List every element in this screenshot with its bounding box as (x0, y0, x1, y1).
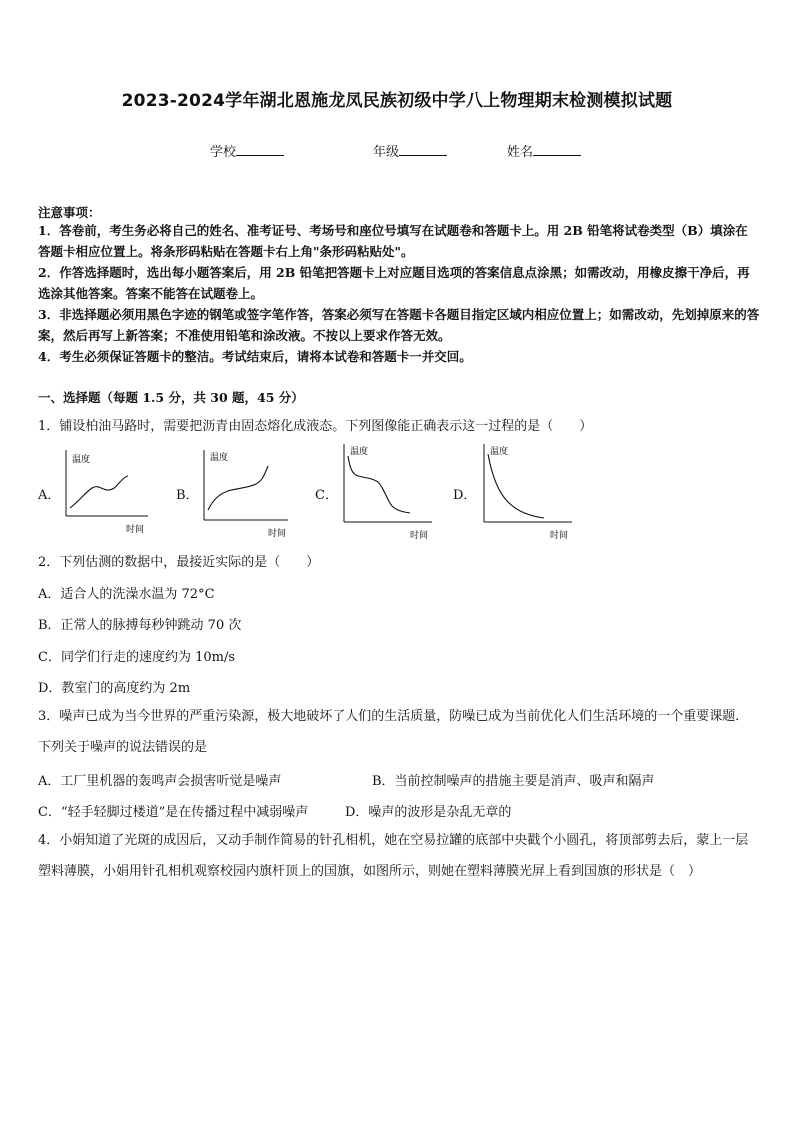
q3-option-b: B．当前控制噪声的措施主要是消声、吸声和隔声 (372, 774, 655, 789)
q1-stem: 1．铺设柏油马路时，需要把沥青由固态熔化成液态。下列图像能正确表示这一过程的是（ ） (38, 419, 593, 434)
q1-option-b-label: B． (176, 488, 199, 503)
note-item: 2．作答选择题时，选出每小题答案后，用 2B 铅笔把答题卡上对应题目选项的答案信息点涂黑；如需改动，用橡皮擦干净后，再选涂其他答案。答案不能答在试题卷上。 (38, 265, 750, 301)
q1-graph-a (60, 448, 150, 536)
note-item: 3．非选择题必须用黑色字迹的钢笔或签字笔作答，答案必须写在答题卡各题目指定区域内相应位置上；如需改动，先划掉原来的答案，然后再写上新答案；不准使用铅笔和涂改液。不按以上要求作答无效。 (38, 307, 760, 343)
section-heading: 一、选择题（每题 1.5 分，共 30 题，45 分） (38, 390, 304, 405)
school-blank (236, 143, 284, 156)
q2-option-d: D．教室门的高度约为 2m (38, 681, 191, 696)
note-item: 4．考生必须保证答题卡的整洁。考试结束后，请将本试卷和答题卡一并交回。 (38, 349, 472, 364)
q1-graph-c-curve (348, 456, 410, 513)
q1-graph-b-curve (208, 466, 268, 510)
q4-stem: 4．小娟知道了光斑的成因后，又动手制作简易的针孔相机，她在空易拉罐的底部中央戳个小圆孔，将顶部剪去后，蒙上一层塑料薄膜，小娟用针孔相机观察校园内旗杆顶上的国旗，如图所示，则她在塑料薄膜光屏上看到国旗的形状是（ ） (38, 833, 749, 879)
q1-graph-c-x-label: 时间 (410, 531, 429, 541)
note-item: 1．答卷前，考生务必将自己的姓名、准考证号、考场号和座位号填写在试题卷和答题卡上。用 2B 铅笔将试卷类型（B）填涂在答题卡相应位置上。将条形码粘贴在答题卡右上角"条形码粘贴处"。 (38, 223, 748, 259)
q1-graph-b-x-label: 时间 (268, 529, 287, 539)
q3-option-c: C．“轻手轻脚过楼道”是在传播过程中减弱噪声 (38, 805, 309, 820)
school-field (210, 141, 284, 160)
name-label: 姓名 (507, 145, 534, 160)
q1-option-d-label: D． (453, 488, 477, 503)
q3-option-d: D．噪声的波形是杂乱无章的 (345, 805, 512, 820)
q1-graph-d (478, 442, 578, 542)
q1-graph-a-y-label: 温度 (72, 455, 91, 465)
q2-option-a: A．适合人的洗澡水温为 72°C (38, 587, 215, 602)
q1-graph-d-x-label: 时间 (550, 531, 569, 541)
school-label: 学校 (210, 145, 237, 160)
q2-option-c: C．同学们行走的速度约为 10m/s (38, 650, 235, 665)
q1-graph-d-y-label: 温度 (490, 447, 509, 457)
q3-stem: 3．噪声已成为当今世界的严重污染源，极大地破坏了人们的生活质量，防噪已成为当前优化人们生活环境的一个重要课题．下列关于噪声的说法错误的是 (38, 709, 749, 755)
q2-stem: 2．下列估测的数据中，最接近实际的是（ ） (38, 555, 320, 570)
q1-graph-a-curve (70, 476, 128, 508)
grade-field (373, 141, 447, 160)
q1-graph-d-curve (488, 454, 544, 518)
q1-option-a-label: A． (38, 488, 61, 503)
q1-graph-b-y-label: 温度 (210, 453, 229, 463)
grade-label: 年级 (373, 145, 400, 160)
q1-graph-b (198, 448, 293, 540)
name-field (507, 141, 581, 160)
q1-graph-c (338, 442, 438, 542)
q1-option-c-label: C． (315, 488, 338, 503)
name-blank (533, 143, 581, 156)
notes-heading: 注意事项： (38, 205, 101, 220)
q1-graph-a-x-label: 时间 (126, 525, 145, 535)
page-title: 2023-2024学年湖北恩施龙凤民族初级中学八上物理期末检测模拟试题 (121, 91, 673, 111)
q2-option-b: B．正常人的脉搏每秒钟跳动 70 次 (38, 618, 242, 633)
grade-blank (399, 143, 447, 156)
q3-option-a: A．工厂里机器的轰鸣声会损害听觉是噪声 (38, 774, 282, 789)
q1-graph-c-y-label: 温度 (350, 447, 369, 457)
